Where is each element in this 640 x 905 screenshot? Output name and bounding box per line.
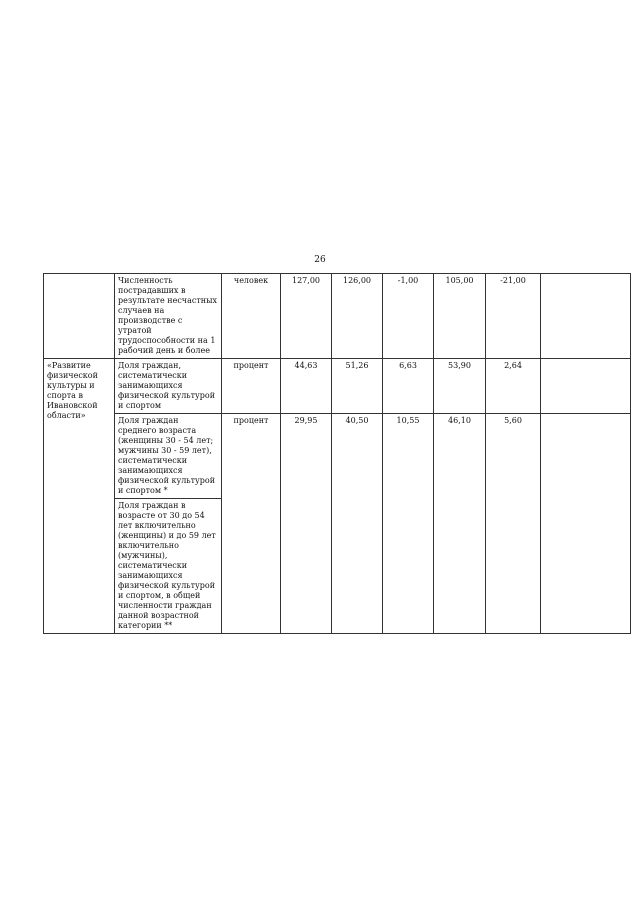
value-cell: 10,55 [383,414,434,634]
value-cell: 53,90 [434,359,486,414]
note-cell [541,359,631,414]
unit-cell: процент [222,414,281,634]
value-cell: 46,10 [434,414,486,634]
value-cell: 6,63 [383,359,434,414]
indicators-table [43,273,631,634]
table-row [44,414,631,499]
note-cell [541,274,631,359]
value-cell: 40,50 [332,414,383,634]
page-number: 26 [314,255,326,265]
indicator-cell: Доля граждан среднего возраста (женщины 30 - 54 лет; мужчины 30 - 59 лет), систематически занимающихся физической культурой и спортом * [115,414,222,499]
value-cell: 29,95 [281,414,332,634]
program-cell: «Развитие физической культуры и спорта в Ивановской области» [44,359,115,634]
indicator-cell: Доля граждан, систематически занимающихся физической культурой и спортом [115,359,222,414]
value-cell: -21,00 [486,274,541,359]
value-cell: 127,00 [281,274,332,359]
value-cell: 2,64 [486,359,541,414]
program-cell [44,274,115,359]
table-row [44,274,631,359]
indicator-cell: Доля граждан в возрасте от 30 до 54 лет включительно (женщины) и до 59 лет включительно (мужчины), систематически занимающихся физической культурой и спортом, в общей численности граждан данной возрастной категории ** [115,499,222,634]
value-cell: 51,26 [332,359,383,414]
table-row [44,359,631,414]
note-cell [541,414,631,634]
value-cell: 126,00 [332,274,383,359]
indicator-cell: Численность пострадавших в результате несчастных случаев на производстве с утратой трудоспособности на 1 рабочий день и более [115,274,222,359]
unit-cell: человек [222,274,281,359]
value-cell: 44,63 [281,359,332,414]
value-cell: 105,00 [434,274,486,359]
value-cell: 5,60 [486,414,541,634]
unit-cell: процент [222,359,281,414]
value-cell: -1,00 [383,274,434,359]
